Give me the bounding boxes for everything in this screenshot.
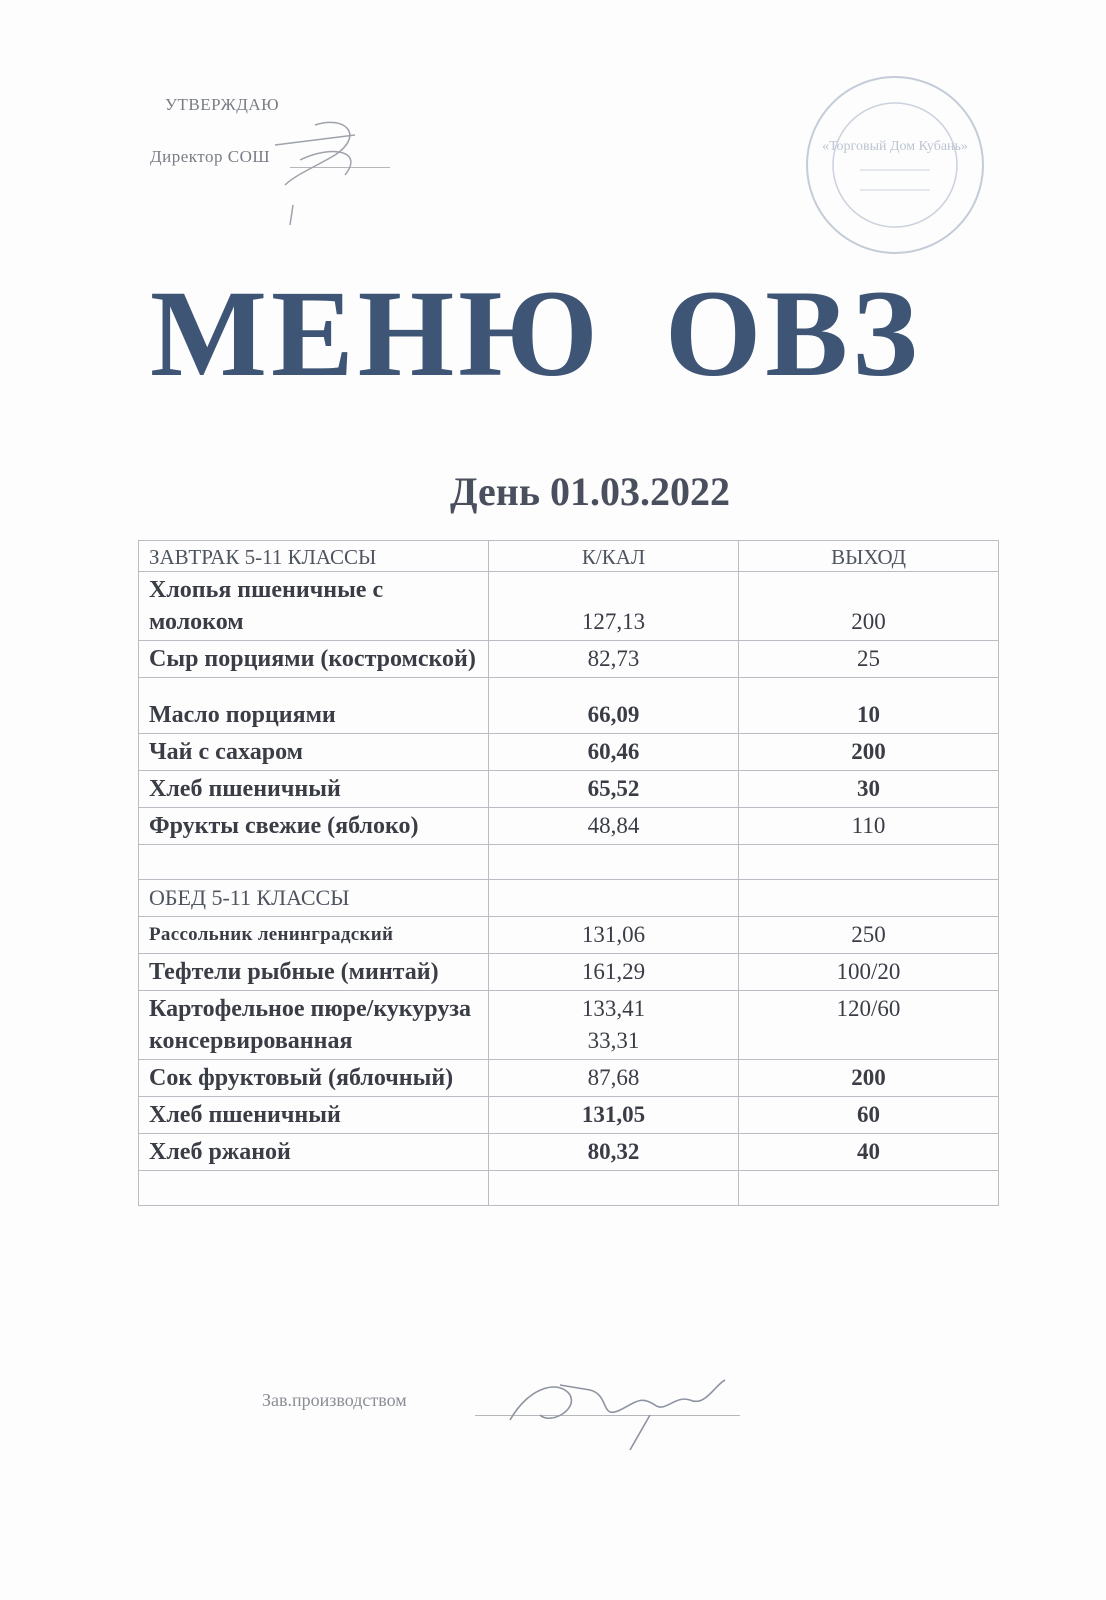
page-title: МЕНЮ ОВЗ <box>150 265 922 402</box>
director-label: Директор СОШ <box>150 147 270 166</box>
table-row <box>139 678 999 734</box>
table-row <box>139 991 999 1060</box>
dish-name: Фрукты свежие (яблоко) <box>139 808 489 845</box>
dish-kcal: 133,41 <box>581 996 646 1021</box>
kcal-header: К/КАЛ <box>489 541 739 572</box>
director-signature-icon <box>255 105 405 235</box>
table-row <box>139 917 999 954</box>
dish-name: Сок фруктовый (яблочный) <box>139 1060 489 1097</box>
production-manager-label: Зав.производством <box>262 1390 407 1410</box>
dish-kcal-cell <box>489 991 739 1060</box>
stamp-icon <box>800 70 990 260</box>
output-header: ВЫХОД <box>739 541 999 572</box>
table-row <box>139 808 999 845</box>
production-signature-icon <box>500 1365 740 1455</box>
stamp-text: «Торговый Дом Кубань» <box>822 139 968 154</box>
lunch-header: ОБЕД 5-11 КЛАССЫ <box>139 880 489 917</box>
dish-name: Рассольник ленинградский <box>139 917 489 954</box>
dish-name: Хлопья пшеничные с молоком <box>139 572 489 641</box>
dish-name: Чай с сахаром <box>139 734 489 771</box>
menu-table <box>138 540 999 1206</box>
dish-output: 110 <box>739 808 999 845</box>
dish-kcal: 127,13 <box>489 572 739 641</box>
dish-kcal: 82,73 <box>489 641 739 678</box>
menu-date: День 01.03.2022 <box>450 469 730 514</box>
dish-name: Хлеб пшеничный <box>139 1097 489 1134</box>
dish-output: 200 <box>739 734 999 771</box>
dish-kcal: 48,84 <box>489 808 739 845</box>
dish-output: 30 <box>739 771 999 808</box>
dish-name: Картофельное пюре/кукуруза консервированная <box>139 991 489 1060</box>
dish-name: Хлеб ржаной <box>139 1134 489 1171</box>
table-row <box>139 1060 999 1097</box>
empty-row <box>139 1171 999 1206</box>
dish-kcal-second: 33,31 <box>587 1028 640 1053</box>
dish-output: 200 <box>739 572 999 641</box>
dish-kcal: 131,05 <box>489 1097 739 1134</box>
table-row <box>139 734 999 771</box>
table-header-row <box>139 541 999 572</box>
dish-name: Тефтели рыбные (минтай) <box>139 954 489 991</box>
dish-output: 250 <box>739 917 999 954</box>
dish-name: Масло порциями <box>139 678 489 734</box>
dish-name: Сыр порциями (костромской) <box>139 641 489 678</box>
dish-output: 25 <box>739 641 999 678</box>
empty-row <box>139 845 999 880</box>
dish-kcal: 60,46 <box>489 734 739 771</box>
dish-kcal: 66,09 <box>489 678 739 734</box>
approval-title: УТВЕРЖДАЮ <box>165 95 280 114</box>
lunch-header-row <box>139 880 999 917</box>
dish-output: 100/20 <box>739 954 999 991</box>
dish-kcal: 65,52 <box>489 771 739 808</box>
table-row <box>139 771 999 808</box>
table-row <box>139 1134 999 1171</box>
table-row <box>139 641 999 678</box>
dish-kcal: 131,06 <box>489 917 739 954</box>
table-row <box>139 1097 999 1134</box>
table-row <box>139 954 999 991</box>
dish-kcal: 80,32 <box>489 1134 739 1171</box>
dish-kcal: 87,68 <box>489 1060 739 1097</box>
dish-output: 60 <box>739 1097 999 1134</box>
breakfast-header: ЗАВТРАК 5-11 КЛАССЫ <box>139 541 489 572</box>
dish-output: 10 <box>739 678 999 734</box>
dish-kcal: 161,29 <box>489 954 739 991</box>
dish-output: 120/60 <box>739 991 999 1060</box>
table-row <box>139 572 999 641</box>
dish-output: 40 <box>739 1134 999 1171</box>
dish-output: 200 <box>739 1060 999 1097</box>
dish-name: Хлеб пшеничный <box>139 771 489 808</box>
